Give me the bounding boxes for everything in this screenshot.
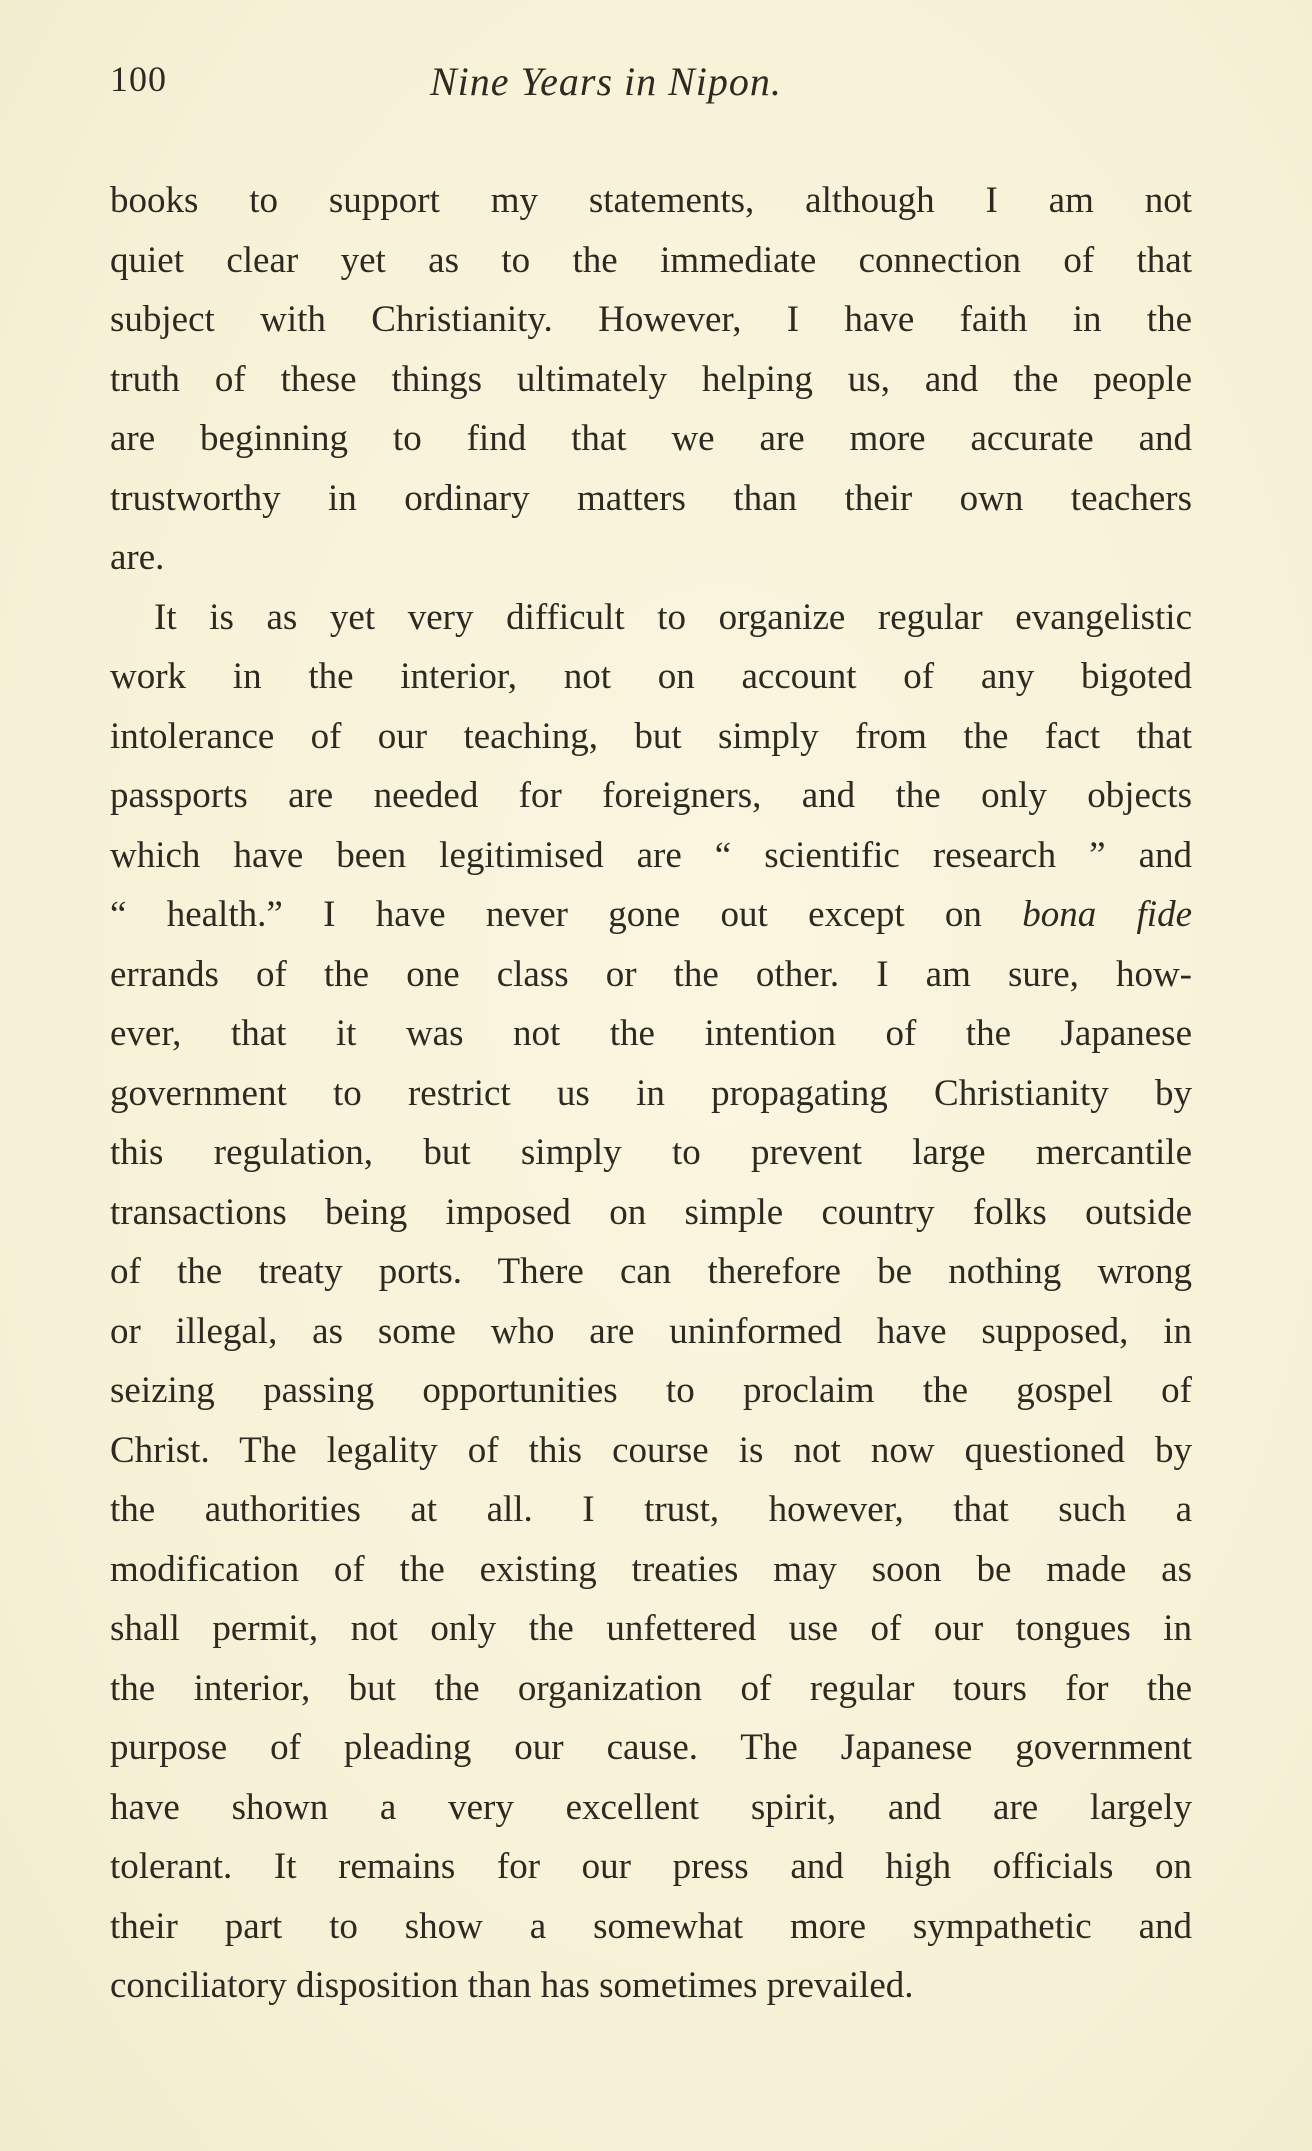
running-title: Nine Years in Nipon.: [430, 59, 782, 104]
text-line: seizing passing opportunities to proclaim the gospel of: [110, 1370, 1192, 1411]
body-text: [110, 171, 1192, 2016]
text-line: are.: [110, 537, 165, 578]
text-line: work in the interior, not on account of any bigoted: [110, 656, 1192, 697]
page-number: 100: [110, 59, 167, 99]
text-line: conciliatory disposition than has sometimes prevailed.: [110, 1965, 914, 2006]
text-line: passports are needed for foreigners, and the only objects: [110, 775, 1192, 816]
text-line: transactions being imposed on simple country folks outside: [110, 1191, 1192, 1233]
text-line: are beginning to find that we are more accurate and: [110, 418, 1192, 459]
text-line: subject with Christianity. However, I have faith in the: [110, 299, 1192, 340]
running-head: [110, 58, 1190, 118]
text-line: government to restrict us in propagating Christianity by: [110, 1072, 1192, 1114]
text-line: truth of these things ultimately helping us, and the people: [110, 358, 1192, 400]
text-line: the interior, but the organization of regular tours for the: [110, 1667, 1192, 1709]
italic-phrase: bona fide: [1022, 894, 1192, 935]
text-line: quiet clear yet as to the immediate connection of that: [110, 239, 1192, 281]
text-line: have shown a very excellent spirit, and are largely: [110, 1786, 1192, 1828]
text-line: of the treaty ports. There can therefore be nothing wrong: [110, 1251, 1192, 1292]
text-line: the authorities at all. I trust, however, that such a: [110, 1489, 1192, 1530]
text-line: Christ. The legality of this course is not now questioned by: [110, 1429, 1192, 1471]
text-line: ever, that it was not the intention of the Japanese: [110, 1013, 1192, 1054]
text-line: modification of the existing treaties may soon be made as: [110, 1548, 1192, 1590]
text-line: books to support my statements, although I am not: [110, 180, 1192, 221]
text-line: which have been legitimised are “ scientific research ” and: [110, 834, 1192, 876]
text-line: shall permit, not only the unfettered use of our tongues in: [110, 1608, 1192, 1649]
text-line: or illegal, as some who are uninformed have supposed, in: [110, 1310, 1192, 1352]
text-line: this regulation, but simply to prevent large mercantile: [110, 1132, 1192, 1173]
text-line: trustworthy in ordinary matters than their own teachers: [110, 477, 1192, 519]
text-span: “ health.” I have never gone out except on: [110, 894, 982, 935]
text-line: [110, 885, 1192, 945]
text-line: It is as yet very difficult to organize regular evangelistic: [154, 596, 1192, 638]
text-line: purpose of pleading our cause. The Japanese government: [110, 1727, 1192, 1768]
text-line: tolerant. It remains for our press and high officials on: [110, 1846, 1192, 1887]
text-line: errands of the one class or the other. I am sure, how-: [110, 953, 1192, 995]
text-line: intolerance of our teaching, but simply from the fact that: [110, 715, 1192, 757]
text-line: their part to show a somewhat more sympathetic and: [110, 1905, 1192, 1947]
